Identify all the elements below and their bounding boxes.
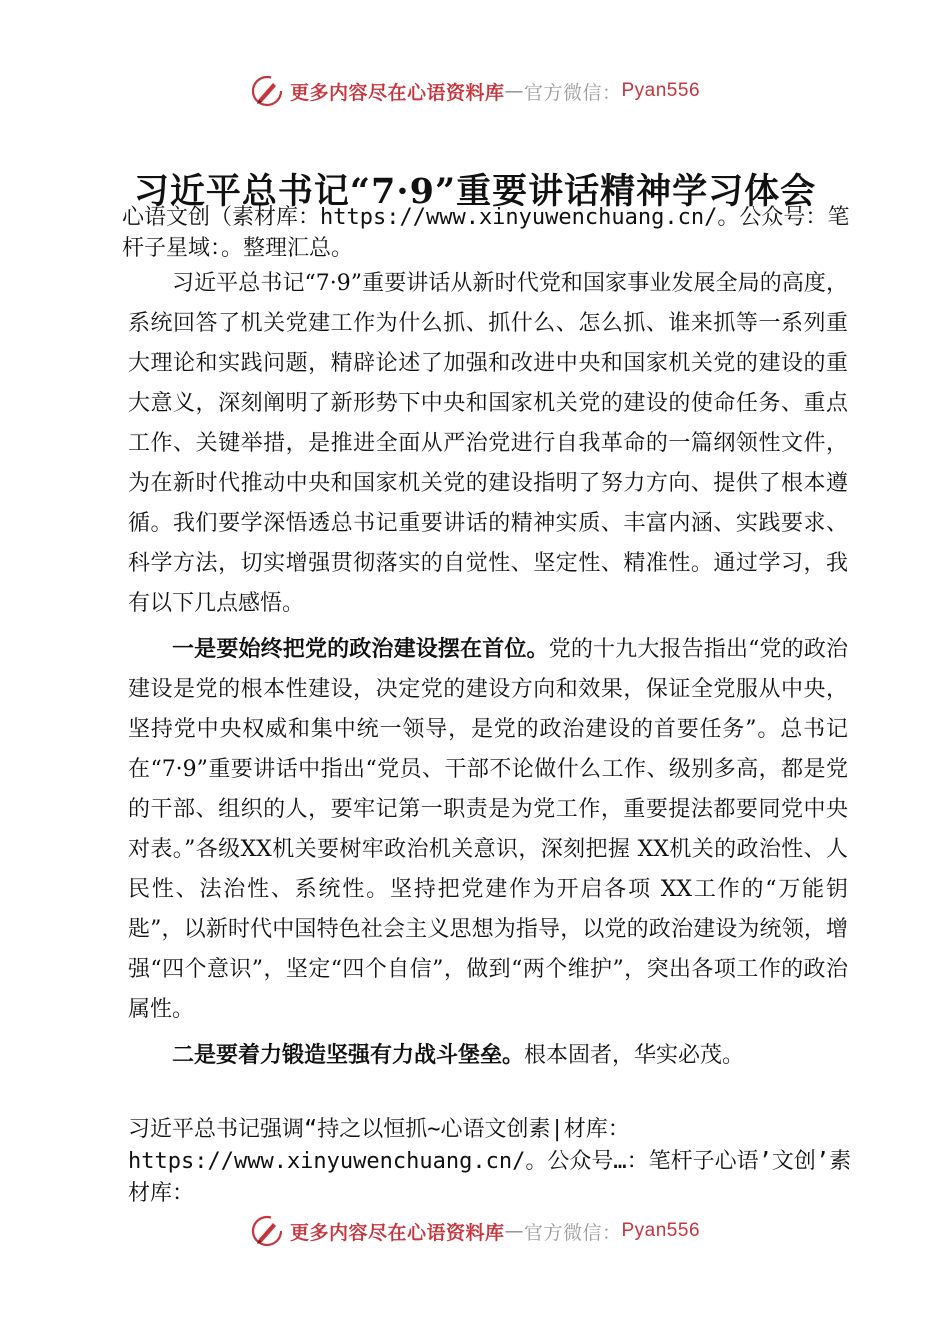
banner-wechat-label: 官方微信：: [523, 81, 622, 104]
paragraph-text: 党的十九大报告指出“党的政治建设是党的根本性建设，决定党的建设方向和效果，保证全党服从中央，坚持党中央权威和集中统一领导，是党的政治建设的首要任务”。总书记在“7·9”重要讲话中指出“党员、干部不论做什么工作、级别多高，都是党的干部、组织的人，要牢记第一职责是为党工作，重要提法都要同党中央对表。”各级XX机关要树牢政治机关意识，深刻把握 XX机关的政治性、人民性、法治性、系统性。坚持把党建作为开启各项 XX工作的“万能钥匙”，以新时代中国特色社会主义思想为指导，以党的政治建设为统领，增强“四个意识”，坚定“四个自信”，做到“两个维护”，突出各项工作的政治属性。: [128, 637, 848, 1022]
paragraph-intro: [128, 264, 848, 624]
pen-logo-icon: [250, 74, 284, 108]
source-line: 心语文创（素材库：https://www.xinyuwenchuang.cn/。公众号：笔杆子星域：。整理汇总。: [122, 205, 850, 261]
paragraph-point-one: [128, 630, 848, 1030]
pen-logo-icon: [250, 1214, 284, 1248]
banner-wechat-label: 官方微信：: [523, 1221, 622, 1244]
banner-wechat-id: Pyan556: [621, 80, 701, 101]
banner-main-text: 更多内容尽在心语资料库: [289, 1221, 505, 1244]
tail-source-line: 习近平总书记强调“持之以恒抓~心语文创素|材库：https://www.xinyuwenchuang.cn/。公众号…：笔杆子心语’文创’素材库：: [128, 1117, 852, 1206]
paragraph-lead: 一是要始终把党的政治建设摆在首位。: [172, 637, 549, 662]
header-banner: [0, 74, 950, 108]
banner-wechat-id: Pyan556: [621, 1220, 701, 1241]
banner-separator: —: [504, 1220, 524, 1242]
footer-banner: [0, 1214, 950, 1248]
paragraph-text: 习近平总书记“7·9”重要讲话从新时代党和国家事业发展全局的高度，系统回答了机关党建工作为什么抓、抓什么、怎么抓、谁来抓等一系列重大理论和实践问题，精辟论述了加强和改进中央和国家机关党的建设的重大意义，深刻阐明了新形势下中央和国家机关党的建设的使命任务、重点工作、关键举措，是推进全面从严治党进行自我革命的一篇纲领性文件，为在新时代推动中央和国家机关党的建设指明了努力方向、提供了根本遵循。我们要学深悟透总书记重要讲话的精神实质、丰富内涵、实践要求、科学方法，切实增强贯彻落实的自觉性、坚定性、精准性。通过学习，我有以下几点感悟。: [128, 271, 848, 616]
banner-main-text: 更多内容尽在心语资料库: [289, 81, 505, 104]
banner-separator: —: [504, 80, 524, 102]
document-body: [128, 264, 848, 1076]
paragraph-text: 根本固者，华实必茂。: [524, 1043, 745, 1068]
paragraph-lead: 二是要着力锻造坚强有力战斗堡垒。: [172, 1043, 525, 1068]
document-title: 习近平总书记“7·9”重要讲话精神学习体会: [133, 171, 817, 212]
paragraph-point-two: [128, 1036, 848, 1076]
